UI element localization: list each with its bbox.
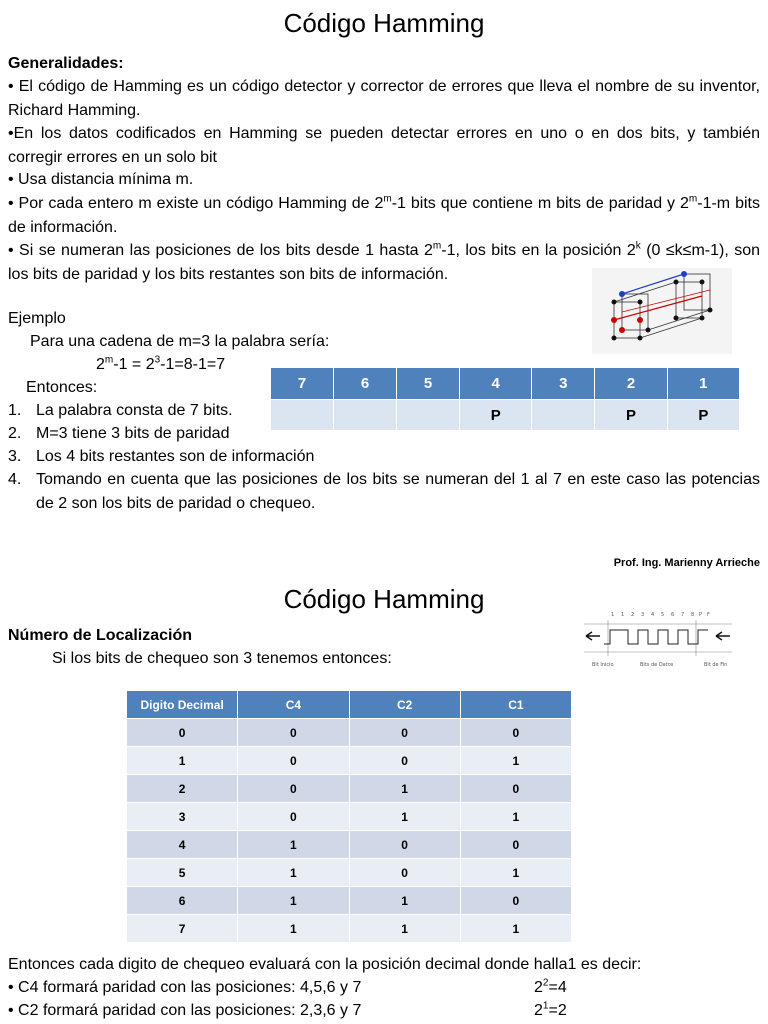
ejemplo-heading: Ejemplo — [8, 310, 66, 327]
table-cell: 6 — [127, 887, 238, 915]
diagram-bit-label: 4 — [651, 612, 655, 618]
table-cell: 0 — [349, 831, 460, 859]
author-credit: Prof. Ing. Marienny Arrieche — [613, 557, 760, 569]
table-cell: 4 — [127, 831, 238, 859]
localization-header: Digito Decimal — [127, 691, 238, 719]
bit-position-cell: P — [595, 400, 667, 431]
table-cell: 1 — [349, 803, 460, 831]
bullet-error-detection: •En los datos codificados en Hamming se pueden detectar errores en uno o en dos bits, y también corregir errores en un solo bit — [8, 125, 760, 166]
table-cell: 5 — [127, 859, 238, 887]
table-cell: 0 — [349, 859, 460, 887]
table-cell: 1 — [238, 915, 349, 943]
bit-position-header: 4 — [460, 368, 532, 400]
table-cell: 1 — [460, 915, 571, 943]
table-row — [127, 887, 572, 915]
diagram-bit-label: 7 — [681, 612, 685, 618]
list-text: M=3 tiene 3 bits de paridad — [36, 425, 230, 442]
table-cell: 1 — [349, 887, 460, 915]
table-row — [127, 719, 572, 747]
bit-position-cell: P — [460, 400, 532, 431]
bit-position-cell — [271, 400, 334, 431]
table-row — [127, 747, 572, 775]
bullet-min-distance: • Usa distancia mínima m. — [8, 171, 194, 188]
diagram-bit-label: 1 — [621, 612, 625, 618]
diagram-start-label: Bit Inicio — [592, 662, 614, 668]
bit-position-cell: P — [667, 400, 739, 431]
list-number: 4. — [8, 471, 22, 488]
table-cell: 1 — [238, 887, 349, 915]
localizacion-intro: Si los bits de chequeo son 3 tenemos entonces: — [52, 650, 392, 667]
list-text: La palabra consta de 7 bits. — [36, 402, 233, 419]
bit-position-header: 2 — [595, 368, 667, 400]
localization-header: C1 — [460, 691, 571, 719]
localization-table — [126, 690, 572, 943]
bit-position-table — [270, 367, 740, 431]
c4-parity-line: • C4 formará paridad con las posiciones: 4,5,6 y 7 — [8, 979, 362, 996]
bit-position-cell — [397, 400, 460, 431]
table-row — [127, 803, 572, 831]
bit-position-header: 5 — [397, 368, 460, 400]
table-cell: 0 — [460, 831, 571, 859]
serial-bits-diagram — [584, 600, 732, 676]
c2-parity-line: • C2 formará paridad con las posiciones: 2,3,6 y 7 — [8, 1002, 362, 1019]
localization-header: C2 — [349, 691, 460, 719]
table-cell: 0 — [238, 775, 349, 803]
list-number: 2. — [8, 425, 22, 442]
list-item — [8, 422, 229, 446]
diagram-bit-label: 3 — [641, 612, 645, 618]
bit-position-value-row — [271, 400, 740, 431]
bit-position-cell — [532, 400, 595, 431]
localizacion-heading: Número de Localización — [8, 627, 193, 644]
table-cell: 0 — [127, 719, 238, 747]
bit-position-header: 7 — [271, 368, 334, 400]
c2-power: $2^1=2$ — [534, 1000, 567, 1019]
c4-power: $2^2=4$ — [534, 977, 567, 996]
list-item — [8, 445, 314, 469]
slide2-title: Código Hamming — [283, 584, 485, 614]
bullet-hamming-definition: • El código de Hamming es un código detector y corrector de errores que lleva el nombre de su inventor, Richard Hamming. — [8, 78, 760, 119]
formula-line: $2^m-1 = 2^3-1=8-1=7$ — [96, 354, 226, 373]
table-cell: 0 — [349, 747, 460, 775]
diagram-end-label: Bit de Fin — [704, 662, 728, 668]
list-item — [8, 399, 233, 423]
generalidades-heading: Generalidades: — [8, 55, 124, 72]
bit-position-header-row — [271, 368, 740, 400]
table-cell: 0 — [460, 775, 571, 803]
diagram-bit-label: 2 — [631, 612, 635, 618]
bit-position-cell — [334, 400, 397, 431]
table-cell: 0 — [460, 887, 571, 915]
diagram-bit-label: 5 — [661, 612, 665, 618]
list-number: 1. — [8, 402, 22, 419]
diagram-data-label: Bits de Datos — [640, 662, 674, 668]
hamming-cube-diagram — [592, 268, 732, 354]
table-cell: 1 — [349, 915, 460, 943]
table-cell: 1 — [238, 859, 349, 887]
table-cell: 0 — [349, 719, 460, 747]
bit-position-header: 1 — [667, 368, 739, 400]
diagram-bit-label: 8 — [691, 612, 695, 618]
diagram-bit-label: 6 — [671, 612, 675, 618]
table-cell: 1 — [349, 775, 460, 803]
table-cell: 1 — [127, 747, 238, 775]
table-row — [127, 831, 572, 859]
diagram-bit-label: F — [707, 612, 710, 618]
bit-position-header: 6 — [334, 368, 397, 400]
table-cell: 7 — [127, 915, 238, 943]
table-row — [127, 915, 572, 943]
localization-header: C4 — [238, 691, 349, 719]
conclusion-line: Entonces cada digito de chequeo evaluará con la posición decimal donde halla1 es decir: — [8, 956, 642, 973]
ejemplo-line: Para una cadena de m=3 la palabra sería: — [30, 333, 330, 350]
slide1-title: Código Hamming — [283, 8, 485, 38]
list-item — [8, 468, 760, 515]
table-row — [127, 859, 572, 887]
localization-header-row — [127, 691, 572, 719]
table-cell: 0 — [238, 803, 349, 831]
table-cell: 0 — [460, 719, 571, 747]
table-cell: 1 — [238, 831, 349, 859]
table-cell: 0 — [238, 719, 349, 747]
entonces-label: Entonces: — [26, 379, 98, 396]
bullet-integer-m: • Por cada entero m existe un código Hamming de 2$^m$-1 bits que contiene m bits de paridad y 2$^m$-1-m bits de información. — [8, 193, 760, 236]
bit-position-header: 3 — [532, 368, 595, 400]
table-cell: 3 — [127, 803, 238, 831]
diagram-bit-label: P — [699, 612, 703, 618]
table-cell: 1 — [460, 859, 571, 887]
bullet-bit-positions: • Si se numeran las posiciones de los bits desde 1 hasta 2$^m$-1, los bits en la posición 2$^k$ (0 ≤k≤m-1), son los bits de paridad y los bits restantes son bits de información. — [8, 240, 761, 283]
list-text: Los 4 bits restantes son de información — [36, 448, 315, 465]
list-text: Tomando en cuenta que las posiciones de los bits se numeran del 1 al 7 en este caso las potencias de 2 son los bits de paridad o chequeo. — [36, 471, 760, 512]
table-cell: 0 — [238, 747, 349, 775]
diagram-bit-label: 1 — [611, 612, 615, 618]
table-row — [127, 775, 572, 803]
list-number: 3. — [8, 448, 22, 465]
table-cell: 2 — [127, 775, 238, 803]
table-cell: 1 — [460, 803, 571, 831]
table-cell: 1 — [460, 747, 571, 775]
